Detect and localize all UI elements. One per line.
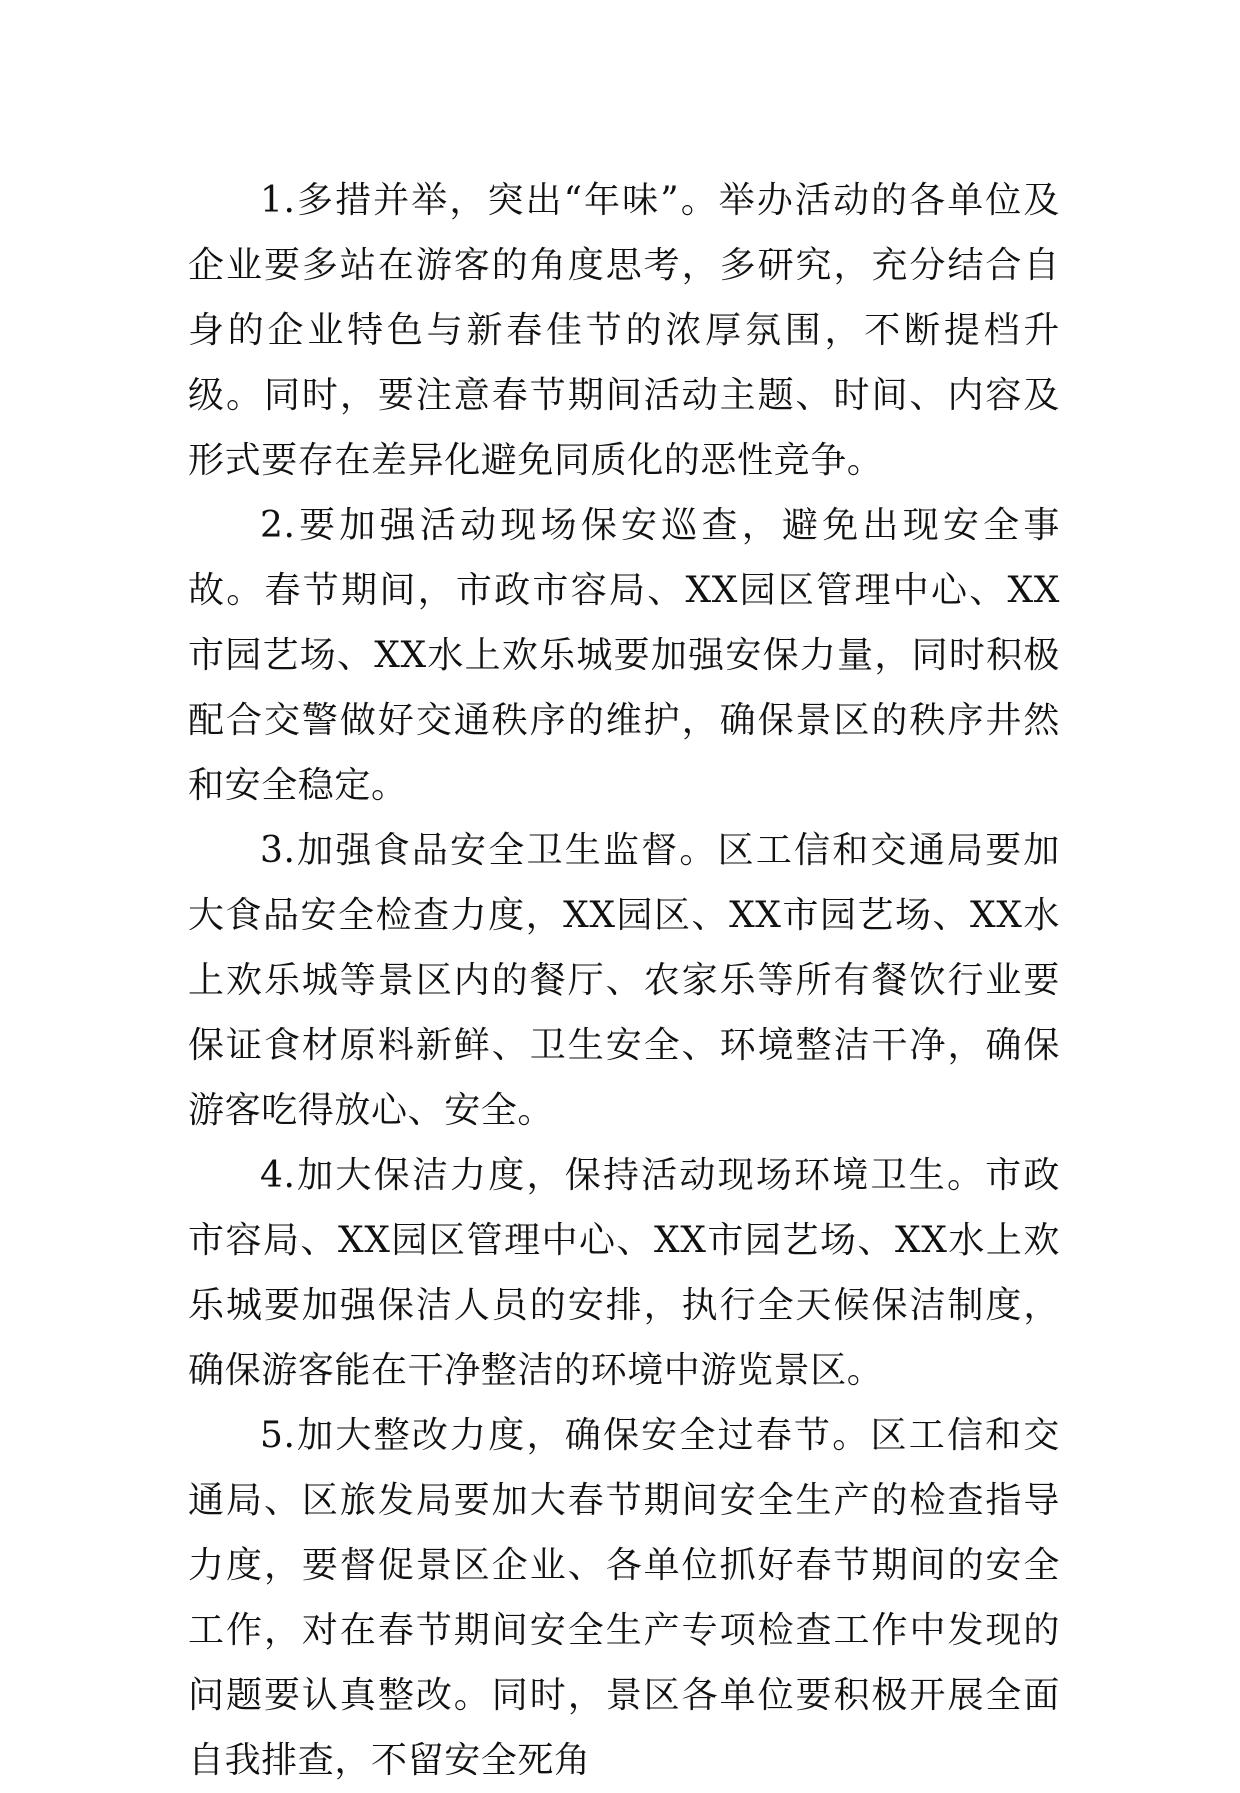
paragraph-4: 4.加大保洁力度，保持活动现场环境卫生。市政市容局、XX园区管理中心、XX市园艺场、XX水上欢乐城要加强保洁人员的安排，执行全天候保洁制度，确保游客能在干净整洁的环境中游览景区。 <box>188 1155 1060 1391</box>
paragraph-3: 3.加强食品安全卫生监督。区工信和交通局要加大食品安全检查力度，XX园区、XX市园艺场、XX水上欢乐城等景区内的餐厅、农家乐等所有餐饮行业要保证食材原料新鲜、卫生安全、环境整洁干净，确保游客吃得放心、安全。 <box>188 830 1060 1131</box>
paragraph-2: 2.要加强活动现场保安巡查，避免出现安全事故。春节期间，市政市容局、XX园区管理中心、XX市园艺场、XX水上欢乐城要加强安保力量，同时积极配合交警做好交通秩序的维护，确保景区的秩序井然和安全稳定。 <box>188 505 1060 806</box>
paragraph-1: 1.多措并举，突出“年味”。举办活动的各单位及企业要多站在游客的角度思考，多研究，充分结合自身的企业特色与新春佳节的浓厚氛围，不断提档升级。同时，要注意春节期间活动主题、时间、内容及形式要存在差异化避免同质化的恶性竞争。 <box>188 180 1060 481</box>
paragraph-5: 5.加大整改力度，确保安全过春节。区工信和交通局、区旅发局要加大春节期间安全生产的检查指导力度，要督促景区企业、各单位抓好春节期间的安全工作，对在春节期间安全生产专项检查工作中发现的问题要认真整改。同时，景区各单位要积极开展全面自我排查，不留安全死角 <box>188 1415 1060 1781</box>
document-body <box>188 168 1060 1793</box>
